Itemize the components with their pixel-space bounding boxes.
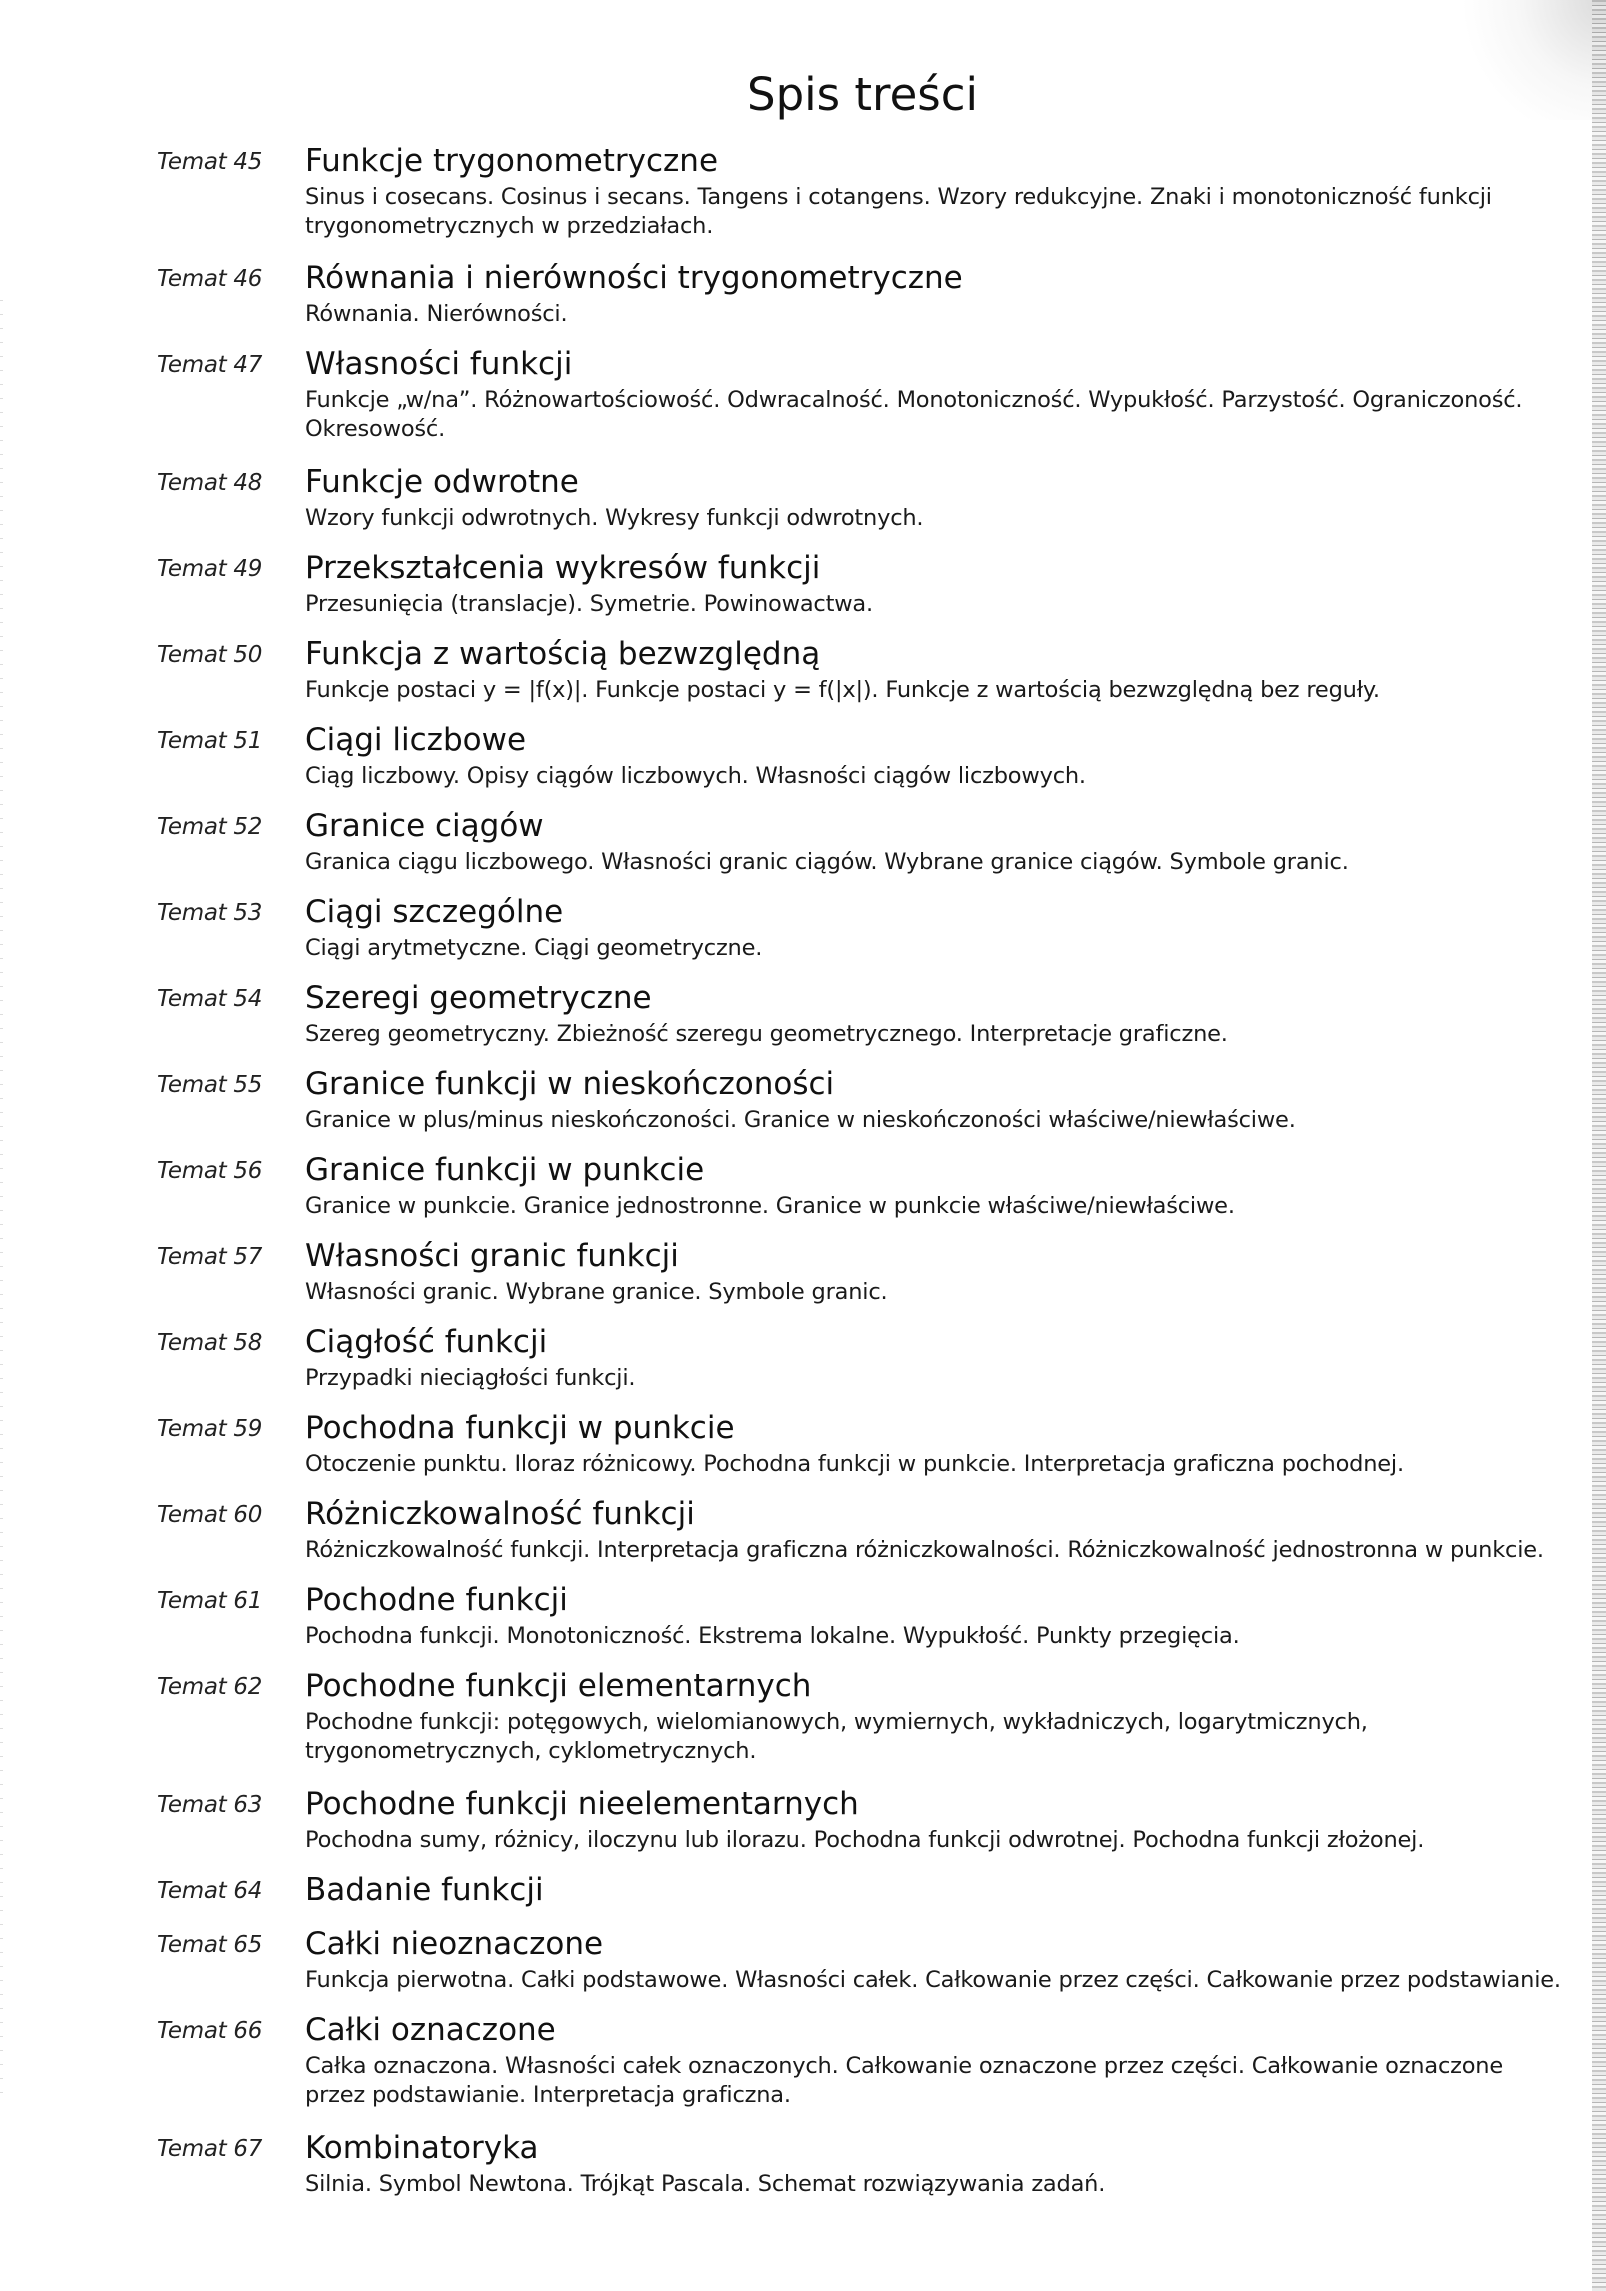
topic-title: Szeregi geometryczne <box>305 980 652 1016</box>
page-title: Spis treści <box>747 68 978 122</box>
topic-number: Temat 66 <box>157 2018 263 2044</box>
topic-description: Ciąg liczbowy. Opisy ciągów liczbowych. Własności ciągów liczbowych. <box>305 763 1086 789</box>
topic-description: Silnia. Symbol Newtona. Trójkąt Pascala. Schemat rozwiązywania zadań. <box>305 2171 1106 2197</box>
topic-number: Temat 53 <box>157 900 263 926</box>
topic-number: Temat 56 <box>157 1158 263 1184</box>
topic-description: Ciągi arytmetyczne. Ciągi geometryczne. <box>305 935 763 961</box>
topic-title: Ciągi liczbowe <box>305 722 527 758</box>
topic-description: Funkcje „w/na”. Różnowartościowość. Odwracalność. Monotoniczność. Wypukłość. Parzystość. Ograniczoność. Okresowość. <box>305 387 1523 442</box>
topic-number: Temat 57 <box>157 1244 263 1270</box>
topic-description: Przesunięcia (translacje). Symetrie. Powinowactwa. <box>305 591 873 617</box>
topic-number: Temat 55 <box>157 1072 263 1098</box>
topic-number: Temat 52 <box>157 814 263 840</box>
topic-description: Przypadki nieciągłości funkcji. <box>305 1365 636 1391</box>
topic-description: Własności granic. Wybrane granice. Symbole granic. <box>305 1279 888 1305</box>
topic-description: Pochodna funkcji. Monotoniczność. Ekstrema lokalne. Wypukłość. Punkty przegięcia. <box>305 1623 1240 1649</box>
topic-number: Temat 58 <box>157 1330 263 1356</box>
topic-number: Temat 49 <box>157 556 263 582</box>
topic-number: Temat 62 <box>157 1674 263 1700</box>
topic-title: Pochodne funkcji <box>305 1582 568 1618</box>
topic-number: Temat 67 <box>157 2136 263 2162</box>
topic-description: Różniczkowalność funkcji. Interpretacja graficzna różniczkowalności. Różniczkowalność jednostronna w punkcie. <box>305 1537 1544 1563</box>
topic-title: Ciągłość funkcji <box>305 1324 548 1360</box>
topic-number: Temat 48 <box>157 470 263 496</box>
topic-title: Funkcja z wartością bezwzględną <box>305 636 821 672</box>
topic-title: Pochodne funkcji nieelementarnych <box>305 1786 859 1822</box>
topic-number: Temat 63 <box>157 1792 263 1818</box>
topic-title: Całki oznaczone <box>305 2012 556 2048</box>
topic-description: Wzory funkcji odwrotnych. Wykresy funkcji odwrotnych. <box>305 505 924 531</box>
topic-description: Granice w plus/minus nieskończoności. Granice w nieskończoności właściwe/niewłaściwe. <box>305 1107 1296 1133</box>
topic-number: Temat 54 <box>157 986 263 1012</box>
topic-description: Równania. Nierówności. <box>305 301 568 327</box>
topic-number: Temat 45 <box>157 149 263 175</box>
topic-title: Granice funkcji w nieskończoności <box>305 1066 835 1102</box>
topic-title: Przekształcenia wykresów funkcji <box>305 550 821 586</box>
topic-number: Temat 64 <box>157 1878 263 1904</box>
topic-number: Temat 47 <box>157 352 263 378</box>
topic-title: Granice funkcji w punkcie <box>305 1152 705 1188</box>
topic-title: Funkcje trygonometryczne <box>305 143 719 179</box>
topic-title: Równania i nierówności trygonometryczne <box>305 260 963 296</box>
topic-description: Funkcja pierwotna. Całki podstawowe. Własności całek. Całkowanie przez części. Całkowanie przez podstawianie. <box>305 1967 1561 1993</box>
topic-number: Temat 59 <box>157 1416 263 1442</box>
topic-number: Temat 51 <box>157 728 263 754</box>
topic-number: Temat 60 <box>157 1502 263 1528</box>
topic-number: Temat 65 <box>157 1932 263 1958</box>
topic-title: Funkcje odwrotne <box>305 464 579 500</box>
topic-title: Pochodne funkcji elementarnych <box>305 1668 812 1704</box>
topic-number: Temat 61 <box>157 1588 263 1614</box>
topic-description: Funkcje postaci y = |f(x)|. Funkcje postaci y = f(|x|). Funkcje z wartością bezwzględną bez reguły. <box>305 677 1380 703</box>
topic-description: Pochodne funkcji: potęgowych, wielomianowych, wymiernych, wykładniczych, logarytmicznych, trygonometrycznych, cyklometrycznych. <box>305 1709 1368 1764</box>
topic-description: Sinus i cosecans. Cosinus i secans. Tangens i cotangens. Wzory redukcyjne. Znaki i monotoniczność funkcji trygonometrycznych w przedziałach. <box>305 184 1492 239</box>
topic-description: Granice w punkcie. Granice jednostronne. Granice w punkcie właściwe/niewłaściwe. <box>305 1193 1235 1219</box>
topic-title: Badanie funkcji <box>305 1872 544 1908</box>
topic-title: Różniczkowalność funkcji <box>305 1496 695 1532</box>
topic-title: Własności granic funkcji <box>305 1238 679 1274</box>
topic-title: Pochodna funkcji w punkcie <box>305 1410 735 1446</box>
topic-number: Temat 50 <box>157 642 263 668</box>
topic-description: Całka oznaczona. Własności całek oznaczonych. Całkowanie oznaczone przez części. Całkowanie oznaczone przez podstawianie. Interpretacja graficzna. <box>305 2053 1504 2108</box>
topic-title: Całki nieoznaczone <box>305 1926 604 1962</box>
topic-description: Granica ciągu liczbowego. Własności granic ciągów. Wybrane granice ciągów. Symbole granic. <box>305 849 1349 875</box>
topic-number: Temat 46 <box>157 266 263 292</box>
topic-description: Otoczenie punktu. Iloraz różnicowy. Pochodna funkcji w punkcie. Interpretacja graficzna pochodnej. <box>305 1451 1404 1477</box>
topic-title: Granice ciągów <box>305 808 544 844</box>
topic-title: Ciągi szczególne <box>305 894 564 930</box>
topic-title: Własności funkcji <box>305 346 573 382</box>
topic-description: Pochodna sumy, różnicy, iloczynu lub ilorazu. Pochodna funkcji odwrotnej. Pochodna funkcji złożonej. <box>305 1827 1425 1853</box>
topic-description: Szereg geometryczny. Zbieżność szeregu geometrycznego. Interpretacje graficzne. <box>305 1021 1228 1047</box>
topic-title: Kombinatoryka <box>305 2130 539 2166</box>
